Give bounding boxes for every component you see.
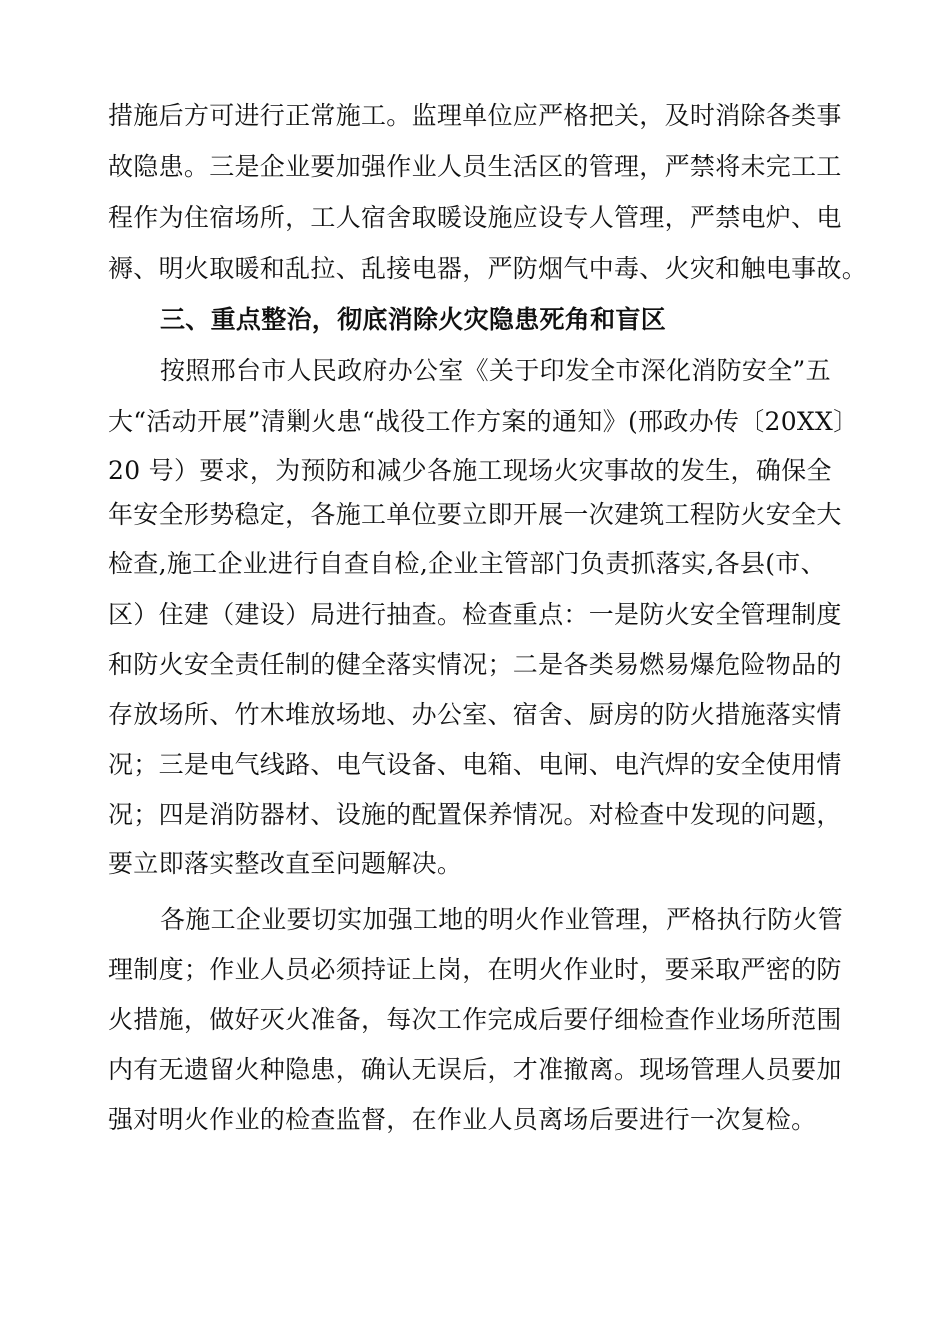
- text-line: 存放场所、竹木堆放场地、办公室、宿舍、厨房的防火措施落实情: [108, 700, 842, 729]
- text-line: 大“活动开展”清剿火患“战役工作方案的通知》(邢政办传〔20XX〕: [108, 407, 859, 436]
- text-line: 20 号）要求，为预防和减少各施工现场火灾事故的发生，确保全: [108, 456, 832, 485]
- text-line: 内有无遗留火种隐患，确认无误后，才准撤离。现场管理人员要加: [108, 1055, 842, 1084]
- text-line: 故隐患。三是企业要加强作业人员生活区的管理，严禁将未完工工: [108, 152, 842, 181]
- text-line: 褥、明火取暖和乱拉、乱接电器，严防烟气中毒、火灾和触电事故。: [108, 254, 868, 283]
- text-line: 程作为住宿场所，工人宿舍取暖设施应设专人管理，严禁电炉、电: [108, 203, 842, 232]
- text-line: 况；四是消防器材、设施的配置保养情况。对检查中发现的问题，: [108, 800, 842, 829]
- text-line: 按照邢台市人民政府办公室《关于印发全市深化消防安全”五: [160, 356, 831, 385]
- text-line: 强对明火作业的检查监督，在作业人员离场后要进行一次复检。: [108, 1105, 817, 1134]
- text-line: 况；三是电气线路、电气设备、电箱、电闸、电汽焊的安全使用情: [108, 750, 842, 779]
- text-line: 火措施，做好灭火准备，每次工作完成后要仔细检查作业场所范围: [108, 1005, 842, 1034]
- section-heading: 三、重点整治，彻底消除火灾隐患死角和盲区: [160, 305, 667, 334]
- text-line: 和防火安全责任制的健全落实情况；二是各类易燃易爆危险物品的: [108, 650, 842, 679]
- text-line: 各施工企业要切实加强工地的明火作业管理，严格执行防火管: [160, 905, 844, 934]
- text-line: 检查,施工企业进行自查自检,企业主管部门负责抓落实,各县(市、: [108, 549, 826, 578]
- text-line: 年安全形势稳定，各施工单位要立即开展一次建筑工程防火安全大: [108, 500, 842, 529]
- text-line: 措施后方可进行正常施工。监理单位应严格把关，及时消除各类事: [108, 101, 842, 130]
- text-line: 区）住建（建设）局进行抽查。检查重点：一是防火安全管理制度: [108, 600, 842, 629]
- text-line: 要立即落实整改直至问题解决。: [108, 849, 463, 878]
- text-line: 理制度；作业人员必须持证上岗，在明火作业时，要采取严密的防: [108, 955, 842, 984]
